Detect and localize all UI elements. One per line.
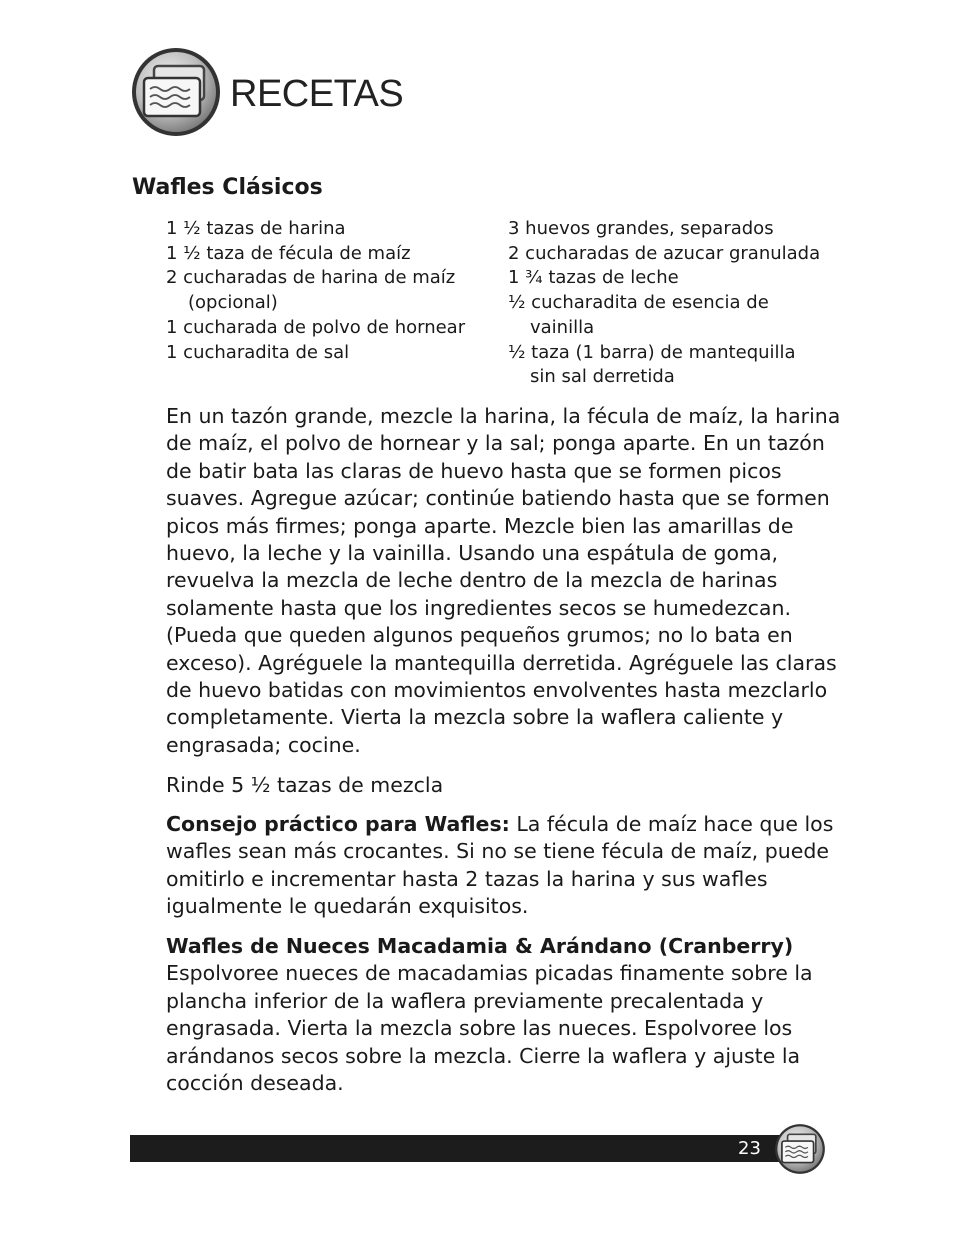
tip-paragraph	[166, 811, 846, 921]
tip-label: Consejo práctico para Wafles:	[166, 812, 510, 836]
ingredient-item: 1 ½ tazas de harina	[166, 218, 346, 239]
yield-text: Rinde 5 ½ tazas de mezcla	[166, 773, 444, 797]
ingredient-item: ½ taza (1 barra) de mantequilla sin sal derretida	[508, 341, 796, 388]
ingredient-item: 3 huevos grandes, separados	[508, 218, 774, 239]
ingredients-right	[508, 217, 838, 390]
variation-text: Espolvoree nueces de macadamias picadas finamente sobre la plancha inferior de la waflera previamente precalentada y engrasada. Vierta la mezcla sobre las nueces. Espolvoree los arándanos secos sobre la mezcla. Cierre la waflera y ajuste la cocción deseada.	[166, 961, 813, 1096]
variation-title: Wafles de Nueces Macadamia & Arándano (Cranberry)	[166, 934, 794, 958]
page-header	[130, 48, 403, 140]
page-title: RECETAS	[230, 72, 404, 115]
recipe-card-icon	[130, 46, 222, 142]
tip-text: La fécula de maíz hace que los wafles sean más crocantes. Si no se tiene fécula de maíz, puede omitirlo e incrementar hasta 2 tazas la harina y sus wafles igualmente le quedarán exquisitos.	[166, 812, 834, 919]
ingredients-left	[166, 217, 501, 365]
ingredient-item: 1 ¾ tazas de leche	[508, 267, 679, 289]
footer-bar	[130, 1135, 820, 1162]
page-number: 23	[738, 1138, 761, 1159]
ingredient-item: 2 cucharadas de harina de maíz (opcional)	[166, 267, 456, 314]
method-paragraph: En un tazón grande, mezcle la harina, la fécula de maíz, la harina de maíz, el polvo de hornear y la sal; ponga aparte. En un tazón de batir bata las claras de huevo hasta que se formen picos suaves. Agregue azúcar; continúe batiendo hasta que se formen picos más firmes; ponga aparte. Mezcle bien las amarillas de huevo, la leche y la vainilla. Usando una espátula de goma, revuelva la mezcla de leche dentro de la mezcla de harinas solamente hasta que los ingredientes secos se humedezcan. (Pueda que queden algunos pequeños grumos; no lo bata en exceso). Agréguele la mantequilla derretida. Agréguele las claras de huevo batidas con movimientos envolventes hasta mezclarlo completamente. Vierta la mezcla sobre la waflera caliente y engrasada; cocine.	[166, 404, 841, 757]
ingredient-item: ½ cucharadita de esencia de vainilla	[508, 292, 769, 338]
variation-section	[166, 933, 846, 1097]
recipe-card-icon	[774, 1123, 826, 1179]
ingredient-item: 1 cucharadita de sal	[166, 341, 350, 363]
ingredient-item: 2 cucharadas de azucar granulada	[508, 242, 821, 264]
ingredient-item: 1 ½ taza de fécula de maíz	[166, 242, 411, 264]
recipe-title: Wafles Clásicos	[132, 175, 323, 200]
ingredient-item: 1 cucharada de polvo de hornear	[166, 316, 466, 338]
